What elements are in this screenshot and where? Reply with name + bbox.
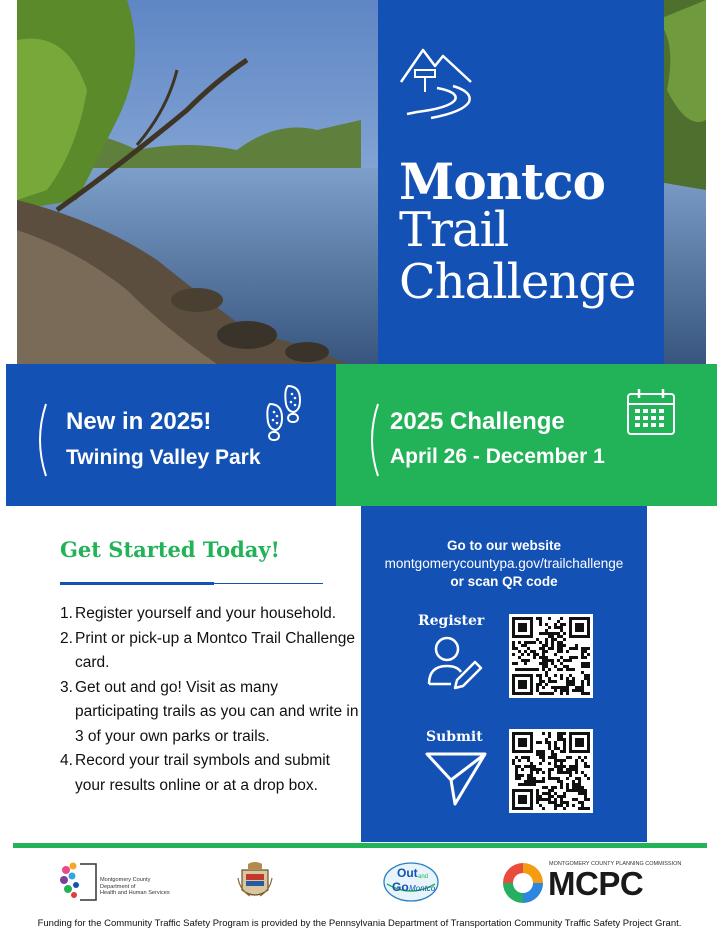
bracket-decoration xyxy=(34,402,48,478)
challenge-heading: 2025 Challenge xyxy=(390,408,565,435)
mcpc-logo-icon xyxy=(500,860,546,906)
step-text: Register yourself and your household. xyxy=(75,605,337,622)
steps-list xyxy=(60,602,360,798)
submit-label: Submit xyxy=(426,729,483,745)
montco-text: Montco xyxy=(409,884,436,893)
footprints-icon xyxy=(260,384,304,442)
calendar-icon xyxy=(626,388,676,436)
heading-underline xyxy=(60,582,214,585)
register-person-icon xyxy=(425,634,485,694)
new-park-banner xyxy=(6,364,336,506)
step-item xyxy=(60,676,360,750)
qr-code-icon xyxy=(512,617,590,695)
out-text: Out xyxy=(397,866,418,880)
footer-divider xyxy=(13,843,707,848)
title-panel xyxy=(378,0,664,364)
hero-photo xyxy=(17,0,706,364)
county-seal-icon xyxy=(236,860,274,900)
step-number: 4. xyxy=(60,752,73,769)
dhhs-logo-icon xyxy=(58,860,98,902)
scan-qr-text: or scan QR code xyxy=(450,574,558,589)
step-number: 3. xyxy=(60,678,73,696)
new-heading: New in 2025! xyxy=(66,408,212,435)
mcpc-wordmark: MCPC xyxy=(548,865,644,902)
submit-qr-code[interactable] xyxy=(509,729,593,813)
title-challenge: Challenge xyxy=(399,254,636,310)
step-item xyxy=(60,749,360,798)
out-and-go-icon xyxy=(383,862,439,902)
title-montco: Montco xyxy=(399,152,605,211)
mcpc-tagline: MONTGOMERY COUNTY PLANNING COMMISSION xyxy=(549,861,682,867)
new-park-name: Twining Valley Park xyxy=(66,446,261,469)
action-panel xyxy=(361,506,647,842)
website-heading: Go to our website xyxy=(446,538,561,553)
challenge-dates: April 26 - December 1 xyxy=(390,445,605,468)
step-text: Get out and go! Visit as many participating trails as you can and write in 3 of your own parks or trails. xyxy=(75,678,359,745)
bracket-decoration xyxy=(366,402,380,478)
challenge-dates-banner xyxy=(336,364,717,506)
step-item xyxy=(60,602,360,627)
step-text: Print or pick-up a Montco Trail Challenge card. xyxy=(75,629,355,671)
title-trail: Trail xyxy=(399,202,509,258)
heading-underline-thin xyxy=(214,583,323,584)
send-icon xyxy=(425,750,487,808)
register-label: Register xyxy=(418,613,485,629)
register-qr-code[interactable] xyxy=(509,614,593,698)
website-url-link[interactable]: montgomerycountypa.gov/trailchallenge xyxy=(384,556,624,571)
trail-sign-icon xyxy=(397,42,475,120)
and-text: and xyxy=(418,874,429,880)
step-number: 1. xyxy=(60,605,73,622)
get-started-heading: Get Started Today! xyxy=(60,537,280,562)
out-and-go-logo xyxy=(383,862,439,902)
go-text: Go xyxy=(392,880,409,894)
funding-statement: Funding for the Community Traffic Safety Program is provided by the Pennsylvania Department of Transportation Community Traffic Safety Project Grant. xyxy=(37,918,682,929)
qr-code-icon xyxy=(512,732,590,810)
dhhs-name: Montgomery County Department of Health and Human Services xyxy=(100,877,170,896)
step-number: 2. xyxy=(60,629,73,647)
step-text: Record your trail symbols and submit your results online or at a drop box. xyxy=(75,752,330,794)
step-item xyxy=(60,627,360,676)
